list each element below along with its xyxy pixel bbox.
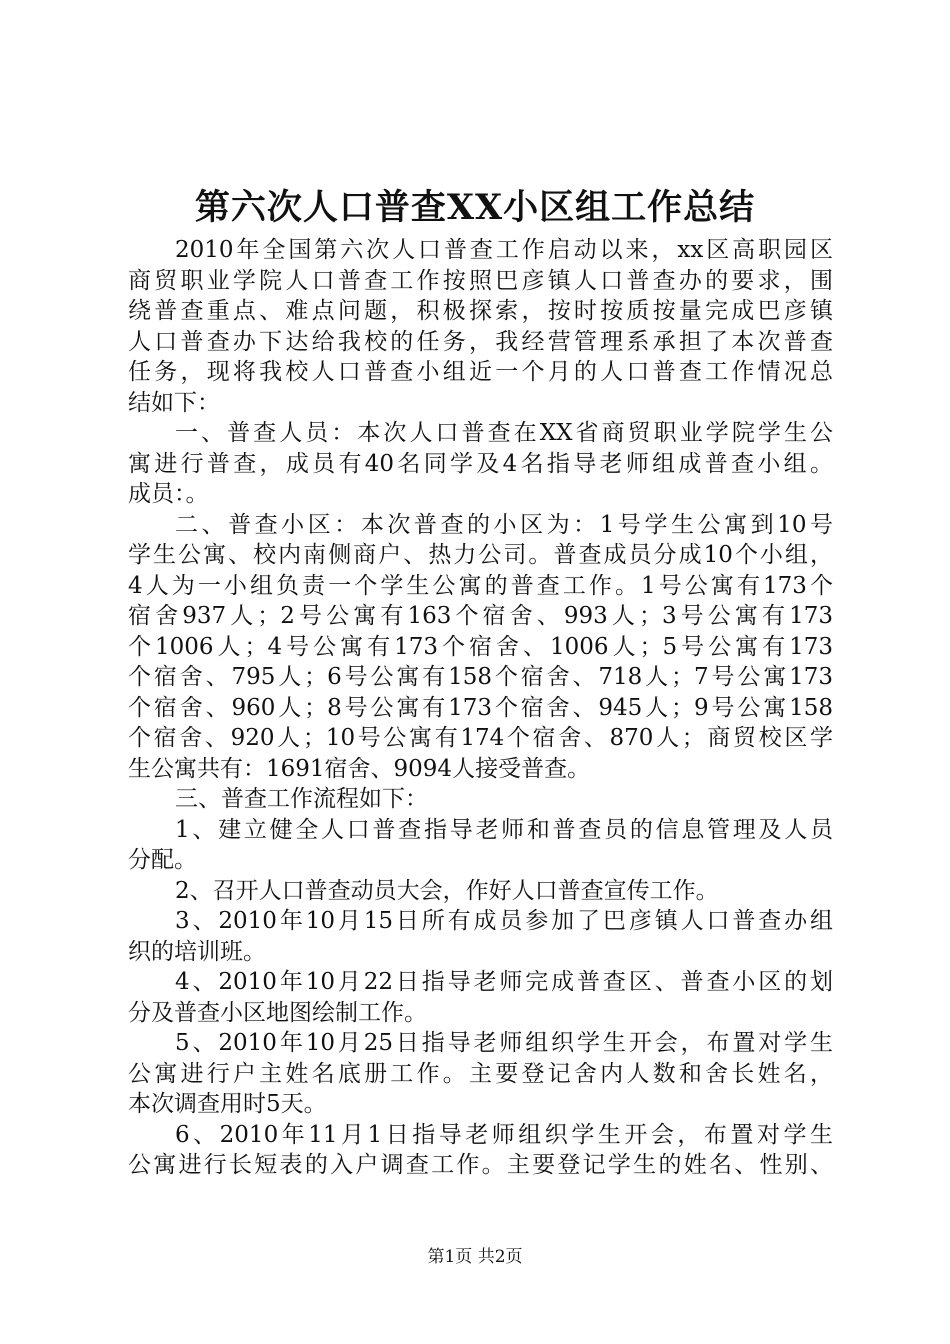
body-line: 学生公寓、校内南侧商户、热力公司。普查成员分成10个小组， (128, 542, 833, 568)
body-line: 寓进行普查，成员有40名同学及4名指导老师组成普查小组。 (128, 450, 833, 477)
body-line: 人口普查办下达给我校的任务，我经营管理系承担了本次普查 (128, 328, 833, 355)
body-line: 3、2010年10月15日所有成员参加了巴彦镇人口普查办组 (175, 908, 833, 934)
body-line: 个1006人；4号公寓有173个宿舍、1006人；5号公寓有173 (128, 633, 833, 660)
body-line: 分及普查小区地图绘制工作。 (128, 999, 427, 1026)
body-line: 宿舍937人；2号公寓有163个宿舍、993人；3号公寓有173 (128, 603, 833, 629)
body-line: 公寓进行户主姓名底册工作。主要登记舍内人数和舍长姓名， (128, 1060, 833, 1087)
body-line: 1、建立健全人口普查指导老师和普查员的信息管理及人员 (175, 816, 833, 843)
body-line: 4、2010年10月22日指导老师完成普查区、普查小区的划 (175, 969, 833, 995)
body-line: 三、普查工作流程如下： (175, 786, 428, 812)
body-line: 个宿舍、960人；8号公寓有173个宿舍、945人；9号公寓158 (128, 694, 833, 721)
body-line: 个宿舍、795人；6号公寓有158个宿舍、718人；7号公寓173 (128, 664, 833, 690)
body-line: 个宿舍、920人；10号公寓有174个宿舍、870人；商贸校区学 (128, 725, 833, 751)
body-line: 任务，现将我校人口普查小组近一个月的人口普查工作情况总 (128, 359, 833, 385)
body-line: 本次调查用时5天。 (128, 1091, 327, 1117)
body-line: 绕普查重点、难点问题，积极探索，按时按质按量完成巴彦镇 (128, 298, 833, 324)
body-line: 6、2010年11月1日指导老师组织学生开会，布置对学生 (175, 1121, 833, 1148)
body-line: 商贸职业学院人口普查工作按照巴彦镇人口普查办的要求，围 (128, 267, 833, 294)
body-line: 生公寓共有：1691宿舍、9094人接受普查。 (128, 755, 591, 782)
body-line: 成员：。 (128, 481, 209, 507)
document-title: 第六次人口普查XX小区组工作总结 (194, 187, 756, 228)
body-line: 5、2010年10月25日指导老师组织学生开会，布置对学生 (175, 1030, 833, 1056)
body-line: 分配。 (128, 847, 197, 873)
document-body (128, 235, 833, 1181)
body-line: 公寓进行长短表的入户调查工作。主要登记学生的姓名、性别、 (128, 1152, 833, 1178)
body-line: 织的培训班。 (128, 938, 266, 965)
body-line: 一、普查人员：本次人口普查在XX省商贸职业学院学生公 (175, 420, 833, 446)
body-line: 二、普查小区：本次普查的小区为：1号学生公寓到10号 (175, 511, 833, 538)
page-indicator: 第1页 共2页 (427, 1247, 523, 1267)
body-line: 结如下： (128, 389, 220, 416)
body-line: 2010年全国第六次人口普查工作启动以来，xx区高职园区 (175, 237, 833, 263)
body-line: 2、召开人口普查动员大会，作好人口普查宣传工作。 (175, 877, 719, 904)
body-line: 4人为一小组负责一个学生公寓的普查工作。1号公寓有173个 (128, 572, 833, 599)
